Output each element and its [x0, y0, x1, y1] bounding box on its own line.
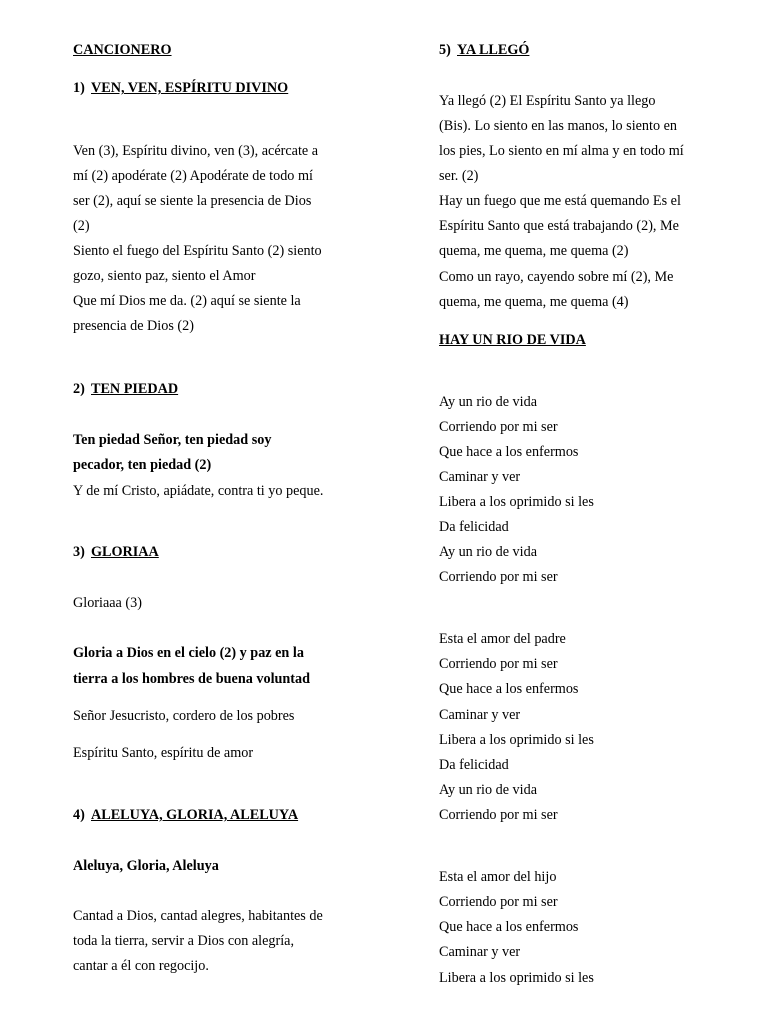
lyric-text: Libera a los oprimido si les — [439, 970, 594, 986]
lyric-line — [439, 92, 655, 110]
lyric-text: Caminar y ver — [439, 944, 521, 960]
lyric-text: Aleluya, Gloria, Aleluya — [73, 858, 219, 874]
lyric-line-bold — [73, 431, 271, 449]
section-title: HAY UN RIO DE VIDA — [439, 332, 586, 348]
lyric-text: gozo, siento paz, siento el Amor — [73, 268, 256, 284]
lyric-line — [73, 744, 253, 762]
song-heading — [73, 543, 159, 561]
lyric-text: Corriendo por mi ser — [439, 569, 558, 585]
lyric-line — [73, 217, 90, 235]
lyric-line — [439, 969, 594, 987]
lyric-line-bold — [73, 857, 219, 875]
lyric-line — [439, 468, 520, 486]
lyric-text: quema, me quema, me quema (2) — [439, 243, 629, 259]
lyric-line — [439, 393, 537, 411]
lyric-text: Hay un fuego que me está quemando Es el — [439, 193, 681, 209]
lyric-text: Da felicidad — [439, 519, 509, 535]
lyric-line — [439, 518, 509, 536]
lyric-text: Corriendo por mi ser — [439, 419, 558, 435]
lyric-line — [439, 680, 578, 698]
lyric-line-bold — [73, 456, 211, 474]
lyric-text: ser (2), aquí se siente la presencia de Dios — [73, 193, 312, 209]
lyric-text: Esta el amor del padre — [439, 631, 566, 647]
lyric-text: toda la tierra, servir a Dios con alegría, — [73, 933, 294, 949]
lyric-text: Ven (3), Espíritu divino, ven (3), acércate a — [73, 143, 319, 159]
lyric-line — [73, 167, 313, 185]
section-title: CANCIONERO — [73, 42, 172, 58]
lyric-line-bold — [73, 670, 310, 688]
lyric-line — [73, 267, 255, 285]
lyric-line — [73, 142, 318, 160]
lyric-line — [73, 907, 323, 925]
lyric-text: Como un rayo, cayendo sobre mí (2), Me — [439, 269, 674, 285]
lyric-text: Corriendo por mi ser — [439, 656, 558, 672]
lyric-text: (Bis). Lo siento en las manos, lo siento en — [439, 118, 678, 134]
song-title: TEN PIEDAD — [91, 381, 179, 397]
lyric-line — [73, 932, 294, 950]
lyric-line — [73, 482, 323, 500]
lyric-line — [439, 217, 679, 235]
lyric-line — [439, 731, 594, 749]
song-heading — [73, 380, 178, 398]
song-title: GLORIAA — [91, 544, 159, 560]
section-heading — [439, 331, 586, 349]
lyric-text: los pies, Lo siento en mí alma y en todo mí — [439, 143, 684, 159]
song-number: 1) — [73, 80, 85, 96]
lyric-line — [439, 806, 558, 824]
lyric-text: Que hace a los enfermos — [439, 681, 579, 697]
lyric-line — [439, 756, 509, 774]
lyric-text: Y de mí Cristo, apiádate, contra ti yo peque. — [73, 483, 324, 499]
lyric-line — [439, 493, 594, 511]
lyric-line — [73, 192, 311, 210]
song-number: 5) — [439, 42, 451, 58]
lyric-text: presencia de Dios (2) — [73, 318, 194, 334]
lyric-line — [439, 418, 558, 436]
lyric-line — [73, 594, 142, 612]
lyric-text: Que mí Dios me da. (2) aquí se siente la — [73, 293, 301, 309]
lyric-line — [439, 706, 520, 724]
song-number: 2) — [73, 381, 85, 397]
lyric-line — [73, 957, 209, 975]
lyric-text: Espíritu Santo que está trabajando (2), Me — [439, 218, 679, 234]
song-title: YA LLEGÓ — [457, 42, 530, 58]
lyric-text: mí (2) apodérate (2) Apodérate de todo mí — [73, 168, 313, 184]
lyric-line — [439, 293, 629, 311]
lyric-text: ser. (2) — [439, 168, 479, 184]
lyric-line — [439, 655, 558, 673]
lyric-text: Caminar y ver — [439, 469, 521, 485]
lyric-text: Libera a los oprimido si les — [439, 732, 594, 748]
lyric-text: Corriendo por mi ser — [439, 894, 558, 910]
lyric-text: Corriendo por mi ser — [439, 807, 558, 823]
lyric-text: Espíritu Santo, espíritu de amor — [73, 745, 254, 761]
lyric-line — [439, 268, 673, 286]
song-heading — [73, 806, 298, 824]
lyric-line — [439, 868, 556, 886]
lyric-text: Da felicidad — [439, 757, 509, 773]
song-heading — [73, 79, 288, 97]
lyric-line — [439, 167, 478, 185]
section-heading — [73, 41, 172, 59]
lyric-line-bold — [73, 644, 304, 662]
lyric-line — [439, 630, 566, 648]
lyric-text: Gloria a Dios en el cielo (2) y paz en la — [73, 645, 304, 661]
lyric-line — [439, 192, 681, 210]
lyric-text: Gloriaaa (3) — [73, 595, 142, 611]
lyric-text: Libera a los oprimido si les — [439, 494, 594, 510]
lyric-text: Ay un rio de vida — [439, 394, 537, 410]
lyric-text: (2) — [73, 218, 90, 234]
lyric-line — [439, 242, 629, 260]
lyric-text: Cantad a Dios, cantad alegres, habitantes de — [73, 908, 323, 924]
lyric-text: Caminar y ver — [439, 707, 521, 723]
song-number: 4) — [73, 807, 85, 823]
lyric-text: Siento el fuego del Espíritu Santo (2) siento — [73, 243, 322, 259]
lyric-text: Ten piedad Señor, ten piedad soy — [73, 432, 272, 448]
song-title: VEN, VEN, ESPÍRITU DIVINO — [91, 80, 289, 96]
lyric-line — [73, 317, 194, 335]
lyric-line — [439, 443, 578, 461]
lyric-text: cantar a él con regocijo. — [73, 958, 209, 974]
lyric-line — [439, 893, 558, 911]
lyric-line — [73, 707, 294, 725]
lyric-text: quema, me quema, me quema (4) — [439, 294, 629, 310]
lyric-line — [439, 142, 684, 160]
lyric-line — [73, 242, 322, 260]
lyric-line — [73, 292, 301, 310]
lyric-line — [439, 781, 537, 799]
lyric-text: tierra a los hombres de buena voluntad — [73, 671, 311, 687]
lyric-text: Que hace a los enfermos — [439, 919, 579, 935]
lyric-text: Esta el amor del hijo — [439, 869, 557, 885]
lyric-text: Ay un rio de vida — [439, 782, 537, 798]
lyric-line — [439, 568, 558, 586]
lyric-text: Que hace a los enfermos — [439, 444, 579, 460]
song-number: 3) — [73, 544, 85, 560]
song-title: ALELUYA, GLORIA, ALELUYA — [91, 807, 299, 823]
lyric-line — [439, 918, 578, 936]
lyric-line — [439, 117, 677, 135]
lyric-text: Ya llegó (2) El Espíritu Santo ya llego — [439, 93, 656, 109]
lyric-text: Señor Jesucristo, cordero de los pobres — [73, 708, 295, 724]
lyric-text: Ay un rio de vida — [439, 544, 537, 560]
lyric-line — [439, 943, 520, 961]
lyric-line — [439, 543, 537, 561]
song-heading — [439, 41, 529, 59]
lyric-text: pecador, ten piedad (2) — [73, 457, 212, 473]
